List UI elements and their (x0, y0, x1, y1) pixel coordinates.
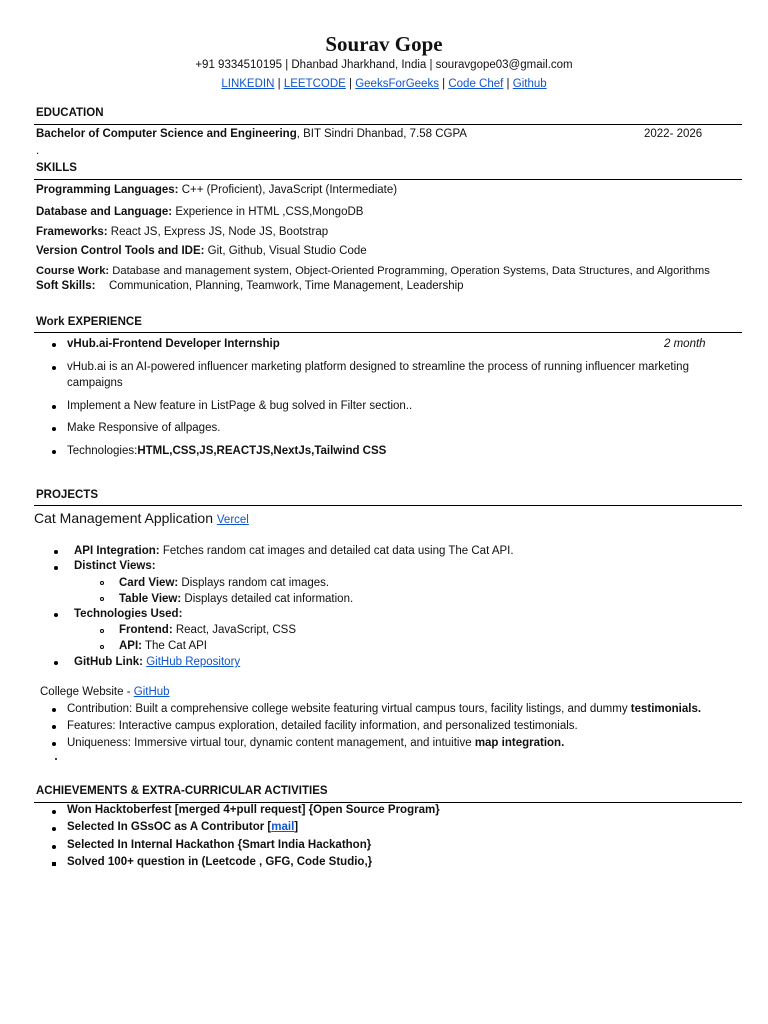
linkedin-link[interactable]: LINKEDIN (221, 78, 275, 90)
cat-api-used: API: The Cat API (119, 640, 207, 652)
cat-distinct-views: Distinct Views: (74, 560, 156, 572)
section-divider (34, 179, 742, 180)
achievement-problems-solved: Solved 100+ question in (Leetcode , GFG, Code Studio,} (67, 856, 373, 868)
work-heading: Work EXPERIENCE (36, 316, 142, 328)
skill-version-control: Version Control Tools and IDE: Git, Github, Visual Studio Code (36, 245, 367, 257)
candidate-name: Sourav Gope (325, 32, 443, 56)
education-entry (36, 128, 467, 140)
bullet-icon (54, 613, 58, 617)
github-repository-link[interactable]: GitHub Repository (146, 656, 241, 668)
bullet-icon (52, 845, 56, 849)
work-bullet-description: vHub.ai is an AI-powered influencer marketing platform designed to streamline the process of running influencer marketing (67, 361, 689, 373)
cat-project-title: Cat Management Application Vercel (34, 510, 249, 526)
bullet-icon (54, 550, 58, 554)
cat-frontend: Frontend: React, JavaScript, CSS (119, 624, 297, 636)
skill-frameworks: Frameworks: React JS, Express JS, Node JS, Bootstrap (36, 226, 329, 238)
sub-bullet-icon (100, 645, 104, 649)
cat-technologies: Technologies Used: (74, 608, 183, 620)
bullet-icon (52, 427, 56, 431)
skill-coursework: Course Work: Database and management system, Object-Oriented Programming, Operation Systems, Data Structures, and Algorithms (36, 265, 710, 277)
vercel-link[interactable]: Vercel (216, 514, 249, 526)
achievement-gssoc: Selected In GSsOC as A Contributor [mail] (67, 821, 299, 833)
bullet-icon (54, 566, 58, 570)
empty-bullet-icon (55, 758, 57, 760)
college-github-link[interactable]: GitHub (133, 686, 170, 698)
sub-bullet-icon (100, 581, 104, 585)
degree-details: , BIT Sindri Dhanbad, 7.58 CGPA (296, 128, 467, 140)
work-role: vHub.ai-Frontend Developer Internship (67, 338, 280, 350)
skill-database: Database and Language: Experience in HTML ,CSS,MongoDB (36, 206, 364, 218)
skills-heading: SKILLS (36, 162, 77, 174)
work-bullet-responsive: Make Responsive of allpages. (67, 422, 221, 434)
section-divider (34, 124, 742, 125)
achievement-hackathon: Selected In Internal Hackathon {Smart India Hackathon} (67, 839, 372, 851)
gssoc-mail-link[interactable]: mail (271, 821, 295, 833)
skill-soft-skills: Soft Skills: (36, 280, 96, 292)
education-heading: EDUCATION (36, 107, 104, 119)
bullet-icon (52, 366, 56, 370)
work-bullet-feature: Implement a New feature in ListPage & bug solved in Filter section.. (67, 400, 413, 412)
contact-line: +91 9334510195 | Dhanbad Jharkhand, India | souravgope03@gmail.com (195, 59, 573, 71)
degree-name: Bachelor of Computer Science and Engineering (36, 128, 297, 140)
profile-links: LINKEDIN | LEETCODE | GeeksForGeeks | Code Chef | Github (221, 78, 547, 90)
square-bullet-icon (52, 862, 56, 866)
soft-skills-value: Communication, Planning, Teamwork, Time Management, Leadership (109, 280, 464, 292)
education-years: 2022- 2026 (644, 128, 703, 140)
achievement-hacktoberfest: Won Hacktoberfest [merged 4+pull request] {Open Source Program} (67, 804, 440, 816)
college-project-title: College Website - GitHub (40, 686, 170, 698)
cat-github: GitHub Link: GitHub Repository (74, 656, 241, 668)
stray-dot: . (36, 145, 40, 157)
work-duration: 2 month (664, 338, 706, 350)
projects-heading: PROJECTS (36, 489, 98, 501)
college-features: Features: Interactive campus exploration, detailed facility information, and personalized testimonials. (67, 720, 578, 732)
cat-table-view: Table View: Displays detailed cat information. (119, 593, 354, 605)
geeksforgeeks-link[interactable]: GeeksForGeeks (355, 78, 439, 90)
achievements-heading: ACHIEVEMENTS & EXTRA-CURRICULAR ACTIVITIES (36, 785, 328, 797)
cat-api-integration: API Integration: Fetches random cat images and detailed cat data using The Cat API. (74, 545, 514, 557)
github-link[interactable]: Github (512, 78, 547, 90)
leetcode-link[interactable]: LEETCODE (283, 78, 346, 90)
college-contribution: Contribution: Built a comprehensive college website featuring virtual campus tours, facility listings, and dummy testimonials. (67, 703, 702, 715)
bullet-icon (52, 725, 56, 729)
work-technologies: Technologies:HTML,CSS,JS,REACTJS,NextJs,Tailwind CSS (67, 445, 387, 457)
bullet-icon (52, 450, 56, 454)
codechef-link[interactable]: Code Chef (448, 78, 504, 90)
cat-card-view: Card View: Displays random cat images. (119, 577, 330, 589)
work-bullet-description-cont: campaigns (67, 377, 123, 389)
section-divider (34, 505, 742, 506)
college-uniqueness: Uniqueness: Immersive virtual tour, dynamic content management, and intuitive map integration. (67, 737, 565, 749)
section-divider (34, 332, 742, 333)
bullet-icon (52, 827, 56, 831)
bullet-icon (52, 343, 56, 347)
section-divider (34, 802, 742, 803)
sub-bullet-icon (100, 597, 104, 601)
sub-bullet-icon (100, 629, 104, 633)
bullet-icon (54, 661, 58, 665)
bullet-icon (52, 742, 56, 746)
skill-programming: Programming Languages: C++ (Proficient), JavaScript (Intermediate) (36, 184, 398, 196)
bullet-icon (52, 708, 56, 712)
bullet-icon (52, 405, 56, 409)
bullet-icon (52, 810, 56, 814)
